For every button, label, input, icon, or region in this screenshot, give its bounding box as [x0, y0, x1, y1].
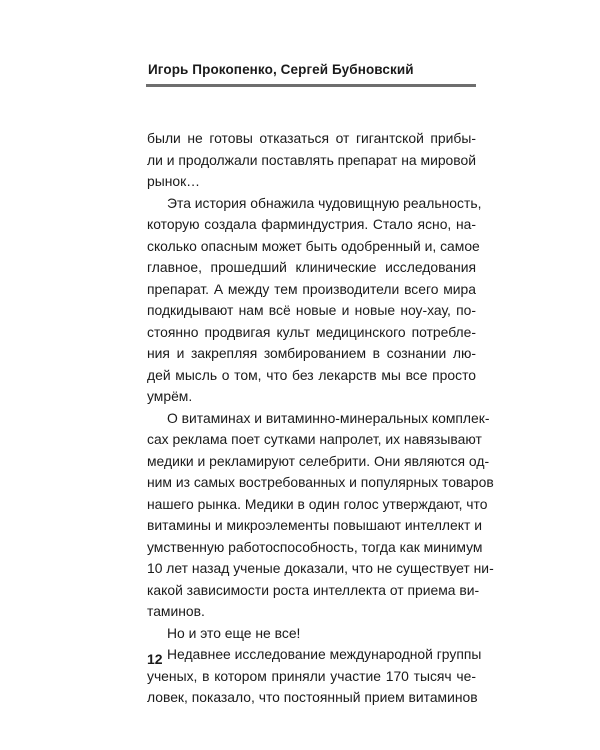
text-line: ния и закрепляя зомбированием в сознании лю- — [147, 345, 476, 361]
text-line: витамины и микроэлементы повышают интеллект и — [147, 517, 482, 533]
text-line: Эта история обнажила чудовищную реальность, — [167, 194, 482, 211]
text-line: сах реклама поет сутками напролет, их навязывают — [147, 431, 482, 447]
text-line: подкидывают нам всё новые и новые ноу-хау, по- — [147, 302, 476, 318]
page-number: 12 — [147, 651, 163, 667]
text-line: сколько опасным может быть одобренный и, самое — [147, 237, 480, 254]
text-line: таминов. — [147, 603, 205, 619]
header-rule — [146, 84, 476, 87]
text-line: рынок… — [147, 173, 201, 189]
text-line: Но и это еще не все! — [167, 624, 301, 641]
text-line: нашего рынка. Медики в один голос утверждают, что — [147, 495, 488, 512]
text-line: О витаминах и витаминно-минеральных комплек- — [167, 409, 490, 426]
text-line: умрём. — [147, 388, 193, 404]
text-line: ли и продолжали поставлять препарат на мировой — [147, 151, 476, 168]
text-line: ловек, показало, что постоянный прием витаминов — [147, 689, 478, 705]
body-text — [147, 128, 494, 709]
text-line: ним из самых востребованных и популярных товаров — [147, 474, 494, 490]
running-head: Игорь Прокопенко, Сергей Бубновский — [148, 62, 414, 77]
text-line: дей мысль о том, что без лекарств мы все просто — [147, 366, 476, 383]
text-line: препарат. А между тем производители всего мира — [147, 280, 476, 297]
text-line: были не готовы отказаться от гигантской прибы- — [147, 130, 476, 146]
text-line: ученых, в котором приняли участие 170 тысяч че- — [147, 667, 476, 684]
text-line: стоянно продвигая культ медицинского потребле- — [147, 323, 476, 340]
text-line: Недавнее исследование международной группы — [167, 646, 482, 662]
text-line: которую создала фарминдустрия. Стало ясно, на- — [147, 216, 476, 232]
text-line: умственную работоспособность, тогда как минимум — [147, 538, 483, 555]
text-line: медики и рекламируют селебрити. Они являются од- — [147, 452, 490, 469]
text-line: главное, прошедший клинические исследования — [147, 259, 476, 275]
text-line: 10 лет назад ученые доказали, что не существует ни- — [147, 560, 494, 576]
text-line: какой зависимости роста интеллекта от приема ви- — [147, 581, 480, 598]
